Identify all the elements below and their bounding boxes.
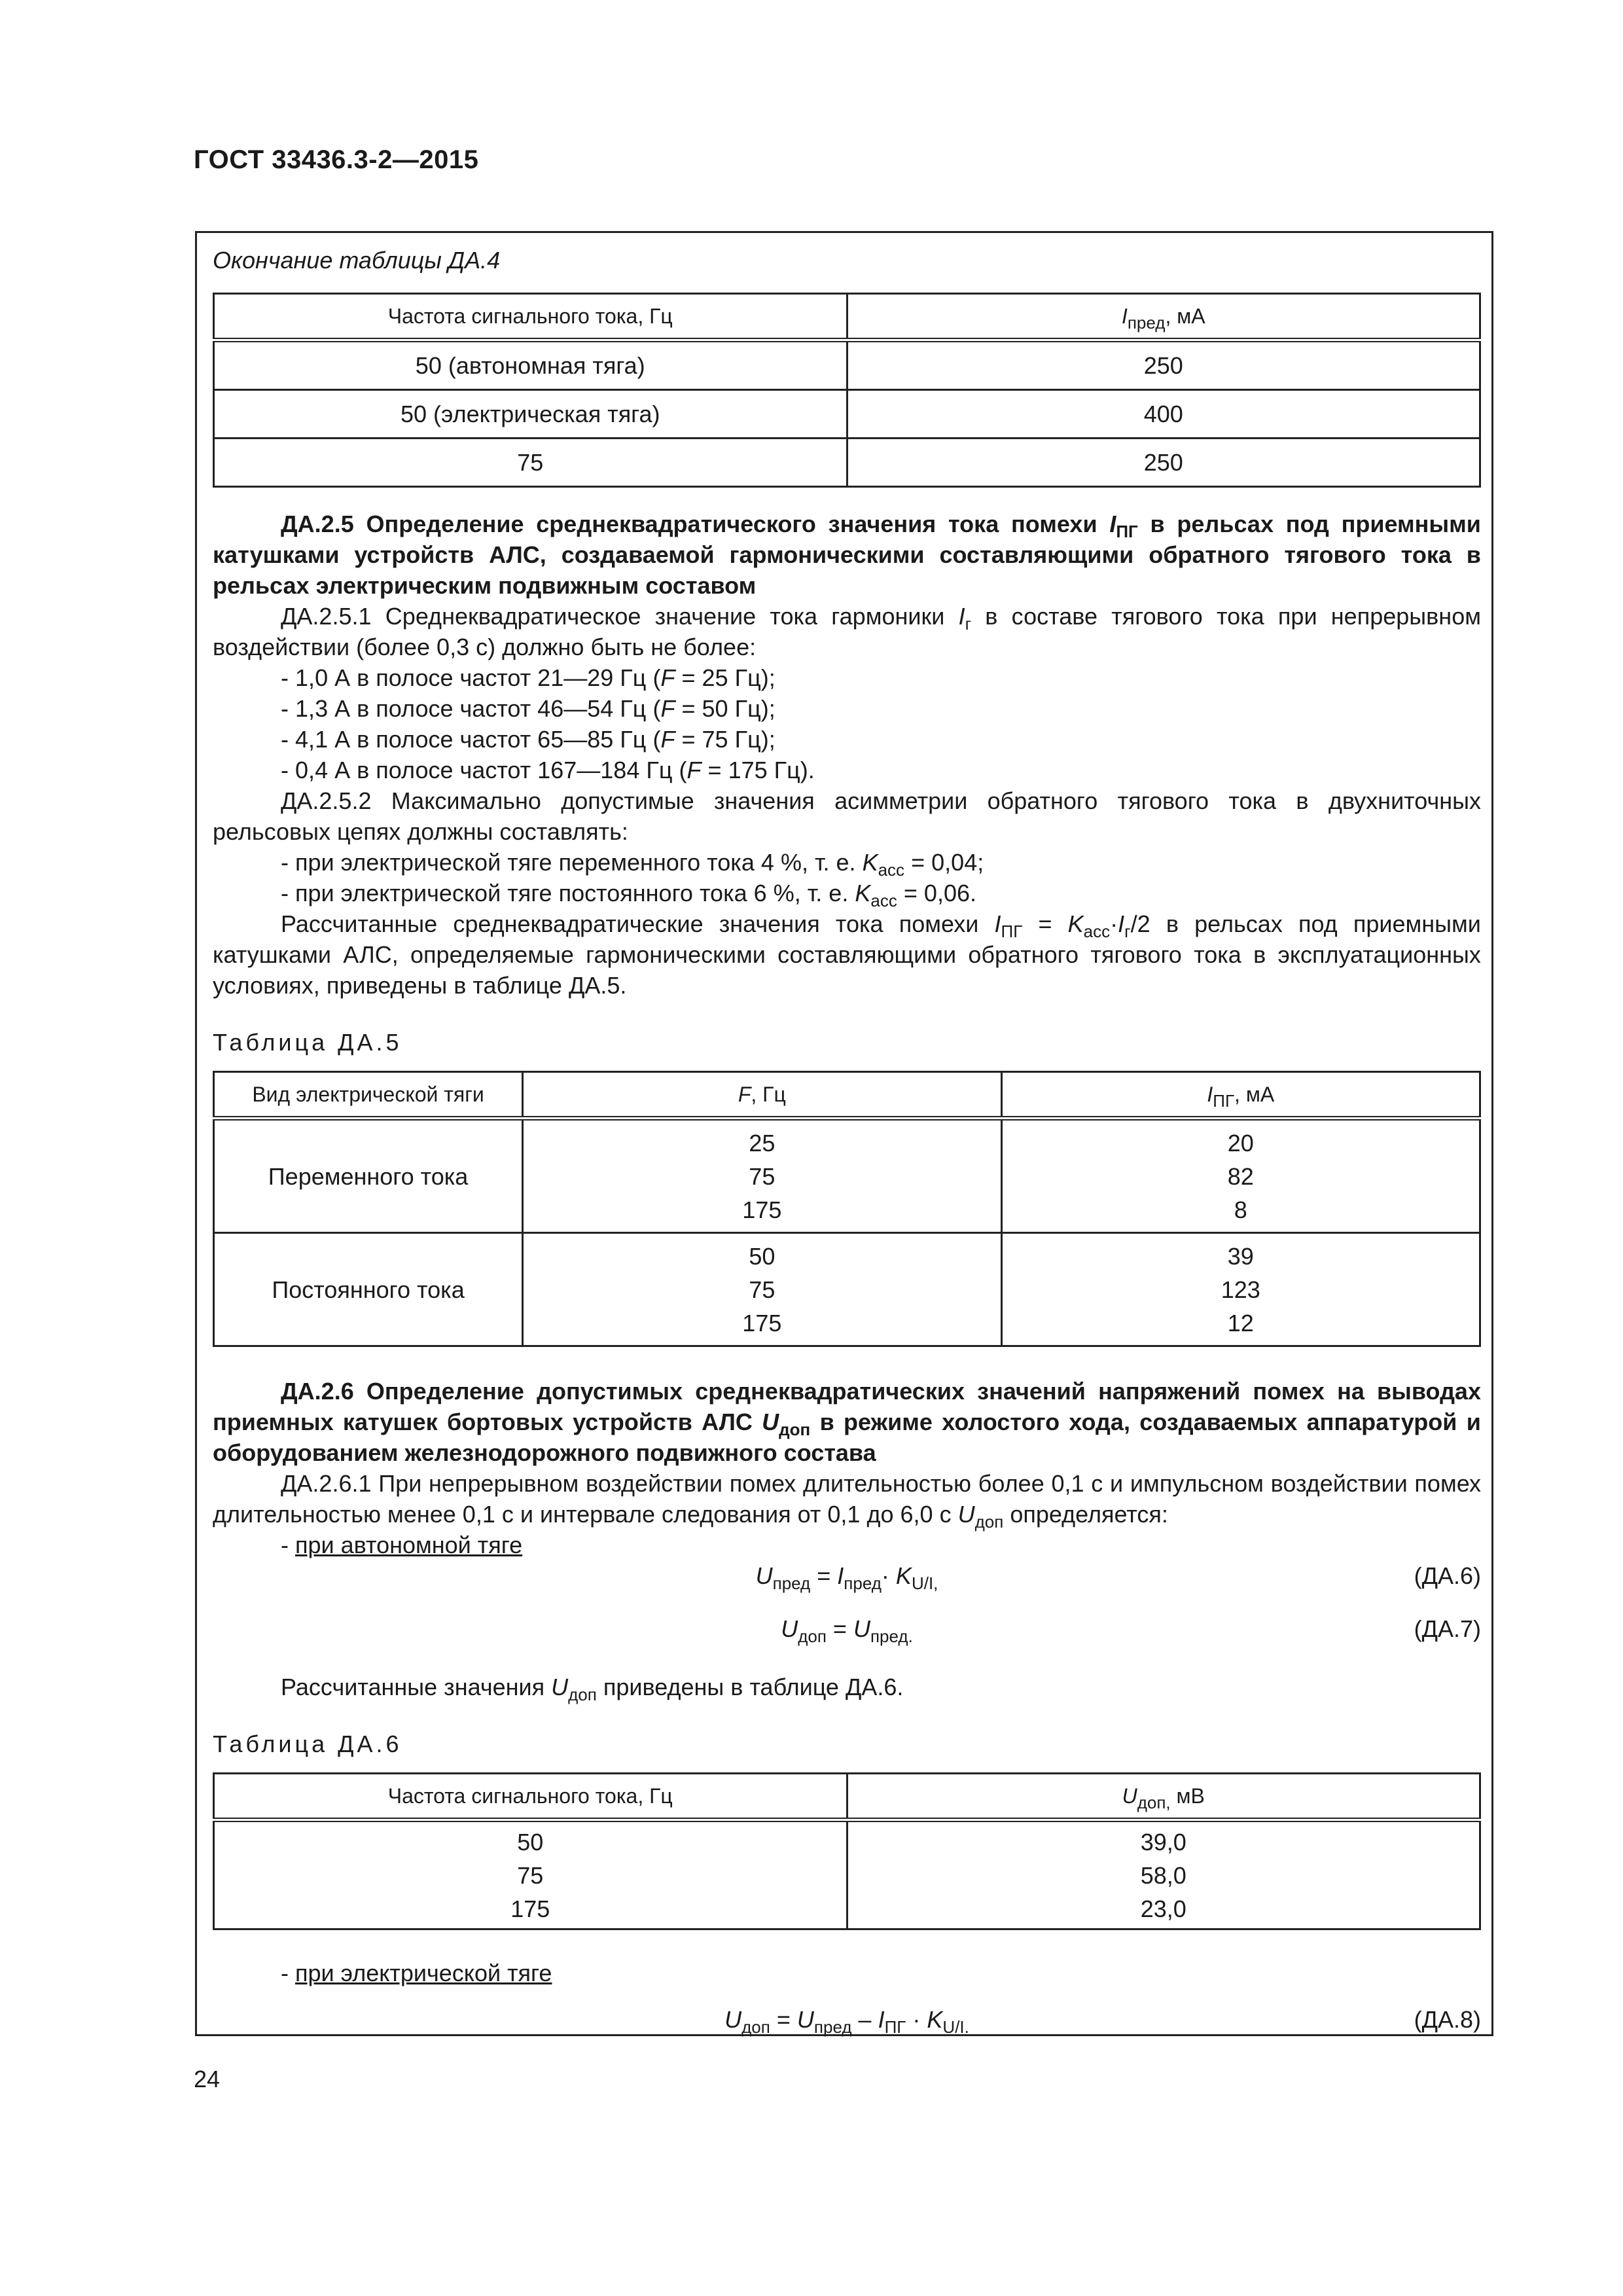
table-da6-col-frequency: Частота сигнального тока, Гц xyxy=(214,1774,847,1820)
section-da26-heading: ДА.2.6 Определение допустимых среднеквадратических значений напряжений помех на выводах приемных катушек бортовых устройств АЛС $U_{доп}$ в режиме холостого хода, создаваемых аппаратурой и оборудованием железнодорожного подвижного состава xyxy=(213,1378,1481,1466)
list-item: - 1,0 А в полосе частот 21—29 Гц (F = 25 Гц); xyxy=(281,664,776,691)
table-cell: 20 82 8 xyxy=(1001,1119,1480,1233)
formula-da6 xyxy=(213,1560,1481,1591)
formula-da8-expression: $U_{доп} = U_{пред} - I_{ПГ} \cdot K_{U/I.}$ xyxy=(724,2006,969,2037)
formula-da6-number: (ДА.6) xyxy=(1414,1562,1481,1589)
formula-da7-number: (ДА.7) xyxy=(1414,1615,1481,1642)
table-da4-col-current: $I_{пред}$, мА xyxy=(847,294,1480,340)
paragraph-da26-result: Рассчитанные значения $U_{доп}$ приведены в таблице ДА.6. xyxy=(281,1674,904,1704)
table-da5-col-freq: F, Гц xyxy=(523,1072,1001,1119)
table-da4-end xyxy=(213,293,1481,488)
document-code: ГОСТ 33436.3-2—2015 xyxy=(194,145,479,174)
formula-da7-expression: $U_{доп} = U_{пред.}$ xyxy=(781,1615,913,1646)
paragraph-da252: ДА.2.5.2 Максимально допустимые значения асимметрии обратного тягового тока в двухниточных рельсовых цепях должны составлять: xyxy=(213,787,1481,845)
table-cell: 250 xyxy=(847,439,1480,487)
list-item: - 0,4 А в полосе частот 167—184 Гц (F = 175 Гц). xyxy=(281,757,815,783)
table-cell: Постоянного тока xyxy=(214,1233,523,1346)
table-row xyxy=(214,1233,1480,1346)
table-da5-label: Таблица ДА.5 xyxy=(213,1029,402,1056)
page-frame xyxy=(195,231,1493,2036)
paragraph-da261: ДА.2.6.1 При непрерывном воздействии помех длительностью более 0,1 с и импульсном воздействии помех длительностью менее 0,1 с и интервале следования от 0,1 до 6,0 с $U_{доп}$ определяется: xyxy=(213,1470,1481,1532)
table-cell: 39 123 12 xyxy=(1001,1233,1480,1346)
autonomous-traction-label: при автономной тяге xyxy=(295,1532,523,1558)
table-row xyxy=(214,1820,1480,1929)
list-item: - при электрической тяге постоянного тока 6 %, т. е. $K_{асс} = 0,06$. xyxy=(281,880,977,910)
table-da5-col-traction: Вид электрической тяги xyxy=(214,1072,523,1119)
page-number: 24 xyxy=(194,2066,221,2092)
formula-da8 xyxy=(213,2004,1481,2035)
table-cell: 25 75 175 xyxy=(523,1119,1001,1233)
table-da5-col-current: $I_{ПГ}$, мА xyxy=(1001,1072,1480,1119)
list-item: - 1,3 А в полосе частот 46—54 Гц (F = 50 Гц); xyxy=(281,695,776,722)
page-content xyxy=(213,233,1481,2035)
formula-da8-number: (ДА.8) xyxy=(1414,2006,1481,2033)
list-item-electric: - при электрической тяге xyxy=(281,1960,552,1986)
table-cell: 50 75 175 xyxy=(214,1820,847,1929)
formula-da7 xyxy=(213,1613,1481,1644)
list-item: - 4,1 А в полосе частот 65—85 Гц (F = 75 Гц); xyxy=(281,726,776,753)
section-da25-heading: ДА.2.5 Определение среднеквадратического значения тока помехи $I_{ПГ}$ в рельсах под приемными катушками устройств АЛС, создаваемой гармоническими составляющими обратного тягового тока в рельсах электрическим подвижным составом xyxy=(213,511,1481,599)
table-cell: 50 (автономная тяга) xyxy=(214,340,847,390)
electric-traction-label: при электрической тяге xyxy=(295,1960,552,1986)
table-cell: 400 xyxy=(847,390,1480,439)
table-da4-caption: Окончание таблицы ДА.4 xyxy=(213,247,501,274)
list-item: - при электрической тяге переменного тока 4 %, т. е. $K_{асс} = 0,04$; xyxy=(281,849,984,880)
table-cell: 50 (электрическая тяга) xyxy=(214,390,847,439)
table-cell: 250 xyxy=(847,340,1480,390)
paragraph-da251: ДА.2.5.1 Среднеквадратическое значение тока гармоники $I_г$ в составе тягового тока при непрерывном воздействии (более 0,3 с) должно быть не более: xyxy=(213,603,1481,660)
table-da4-col-frequency: Частота сигнального тока, Гц xyxy=(214,294,847,340)
table-row xyxy=(214,439,1480,487)
table-da6-label: Таблица ДА.6 xyxy=(213,1731,402,1757)
table-cell: Переменного тока xyxy=(214,1119,523,1233)
paragraph-da25-result: Рассчитанные среднеквадратические значения тока помехи $I_{ПГ} = K_{асс}\cdot I_г/2$ в рельсах под приемными катушками АЛС, определяемые гармоническими составляющими обратного тягового тока в эксплуатационных условиях, приведены в таблице ДА.5. xyxy=(213,910,1481,999)
table-cell: 75 xyxy=(214,439,847,487)
table-da6-col-voltage: $U_{доп,}$ мВ xyxy=(847,1774,1480,1820)
table-cell: 39,0 58,0 23,0 xyxy=(847,1820,1480,1929)
table-cell: 50 75 175 xyxy=(523,1233,1001,1346)
table-row xyxy=(214,390,1480,439)
list-item-autonomous: - при автономной тяге xyxy=(281,1532,523,1558)
formula-da6-expression: $U_{пред} = I_{пред}\cdot K_{U/I,}$ xyxy=(755,1562,938,1593)
table-da6 xyxy=(213,1772,1481,1930)
table-da5 xyxy=(213,1071,1481,1347)
table-row xyxy=(214,340,1480,390)
table-row xyxy=(214,1119,1480,1233)
